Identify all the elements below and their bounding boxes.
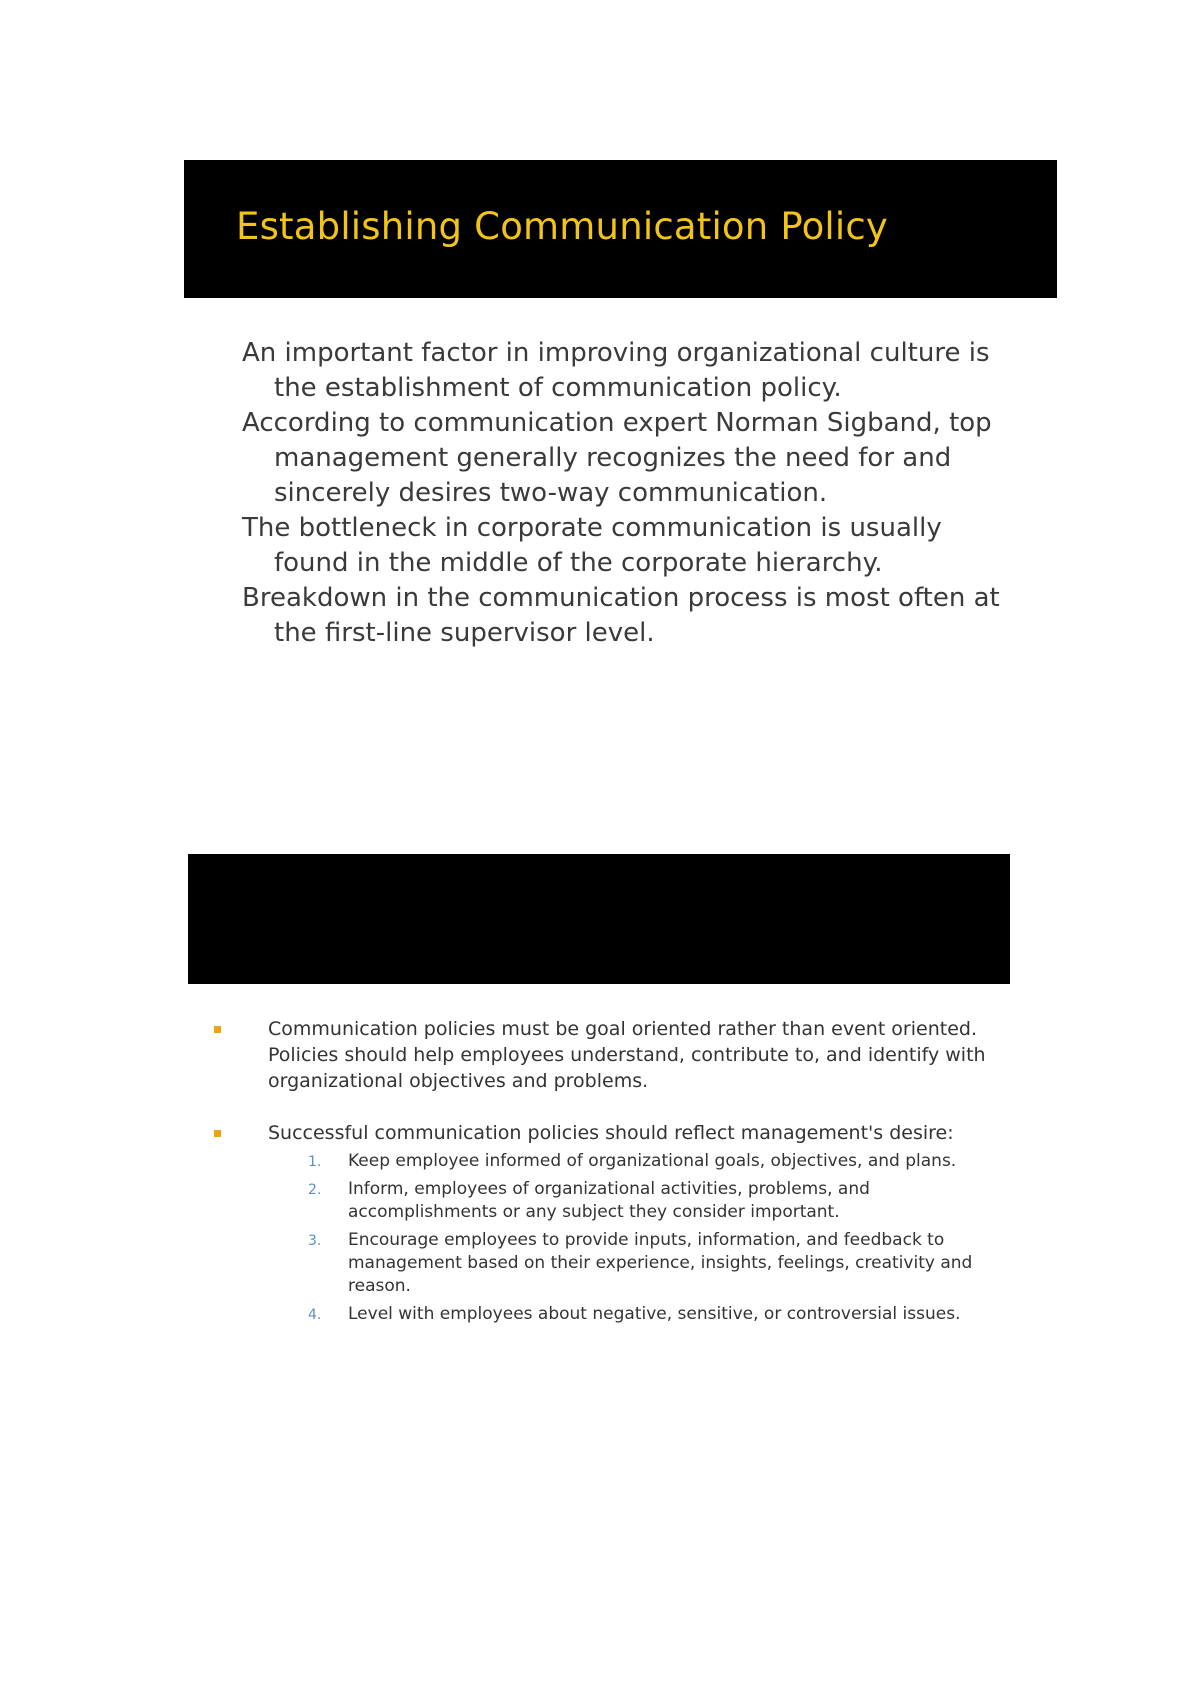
- slide1-paragraph: According to communication expert Norman Sigband, top management generally recognizes the need for and sincerely desires two-way communication.: [242, 408, 992, 508]
- item-number: 2.: [308, 1182, 322, 1198]
- bullet-item: [212, 1120, 992, 1326]
- item-text: Encourage employees to provide inputs, information, and feedback to management based on their experience, insights, feelings, creativity and reason.: [348, 1230, 973, 1296]
- square-bullet-icon: [214, 1130, 221, 1137]
- bullet-text: Communication policies must be goal oriented rather than event oriented. Policies should help employees understand, contribute to, and identify with organizational objectives and problems.: [268, 1018, 986, 1092]
- numbered-item: [308, 1229, 992, 1298]
- slide1-paragraph: The bottleneck in corporate communication is usually found in the middle of the corporate hierarchy.: [242, 513, 942, 578]
- numbered-list: [268, 1150, 992, 1326]
- numbered-item: [308, 1303, 992, 1326]
- item-number: 3.: [308, 1233, 322, 1249]
- bullet-text: Successful communication policies should reflect management's desire:: [268, 1122, 954, 1144]
- slide1-title: Establishing Communication Policy: [236, 205, 889, 248]
- item-number: 4.: [308, 1307, 322, 1323]
- item-text: Level with employees about negative, sensitive, or controversial issues.: [348, 1304, 961, 1324]
- slide1-title-bar: [184, 160, 1057, 298]
- slide2-body: [212, 1016, 992, 1331]
- slide1-paragraph: Breakdown in the communication process is most often at the first-line supervisor level.: [242, 583, 1000, 648]
- bullet-item: [212, 1016, 992, 1094]
- item-number: 1.: [308, 1154, 322, 1170]
- numbered-item: [308, 1178, 992, 1224]
- slide2-title-bar: [188, 854, 1010, 984]
- numbered-item: [308, 1150, 992, 1173]
- slide1-paragraph: An important factor in improving organizational culture is the establishment of communication policy.: [242, 338, 990, 403]
- item-text: Keep employee informed of organizational goals, objectives, and plans.: [348, 1151, 957, 1171]
- slide1-body: [242, 336, 1002, 651]
- item-text: Inform, employees of organizational activities, problems, and accomplishments or any subject they consider important.: [348, 1179, 870, 1222]
- square-bullet-icon: [214, 1026, 221, 1033]
